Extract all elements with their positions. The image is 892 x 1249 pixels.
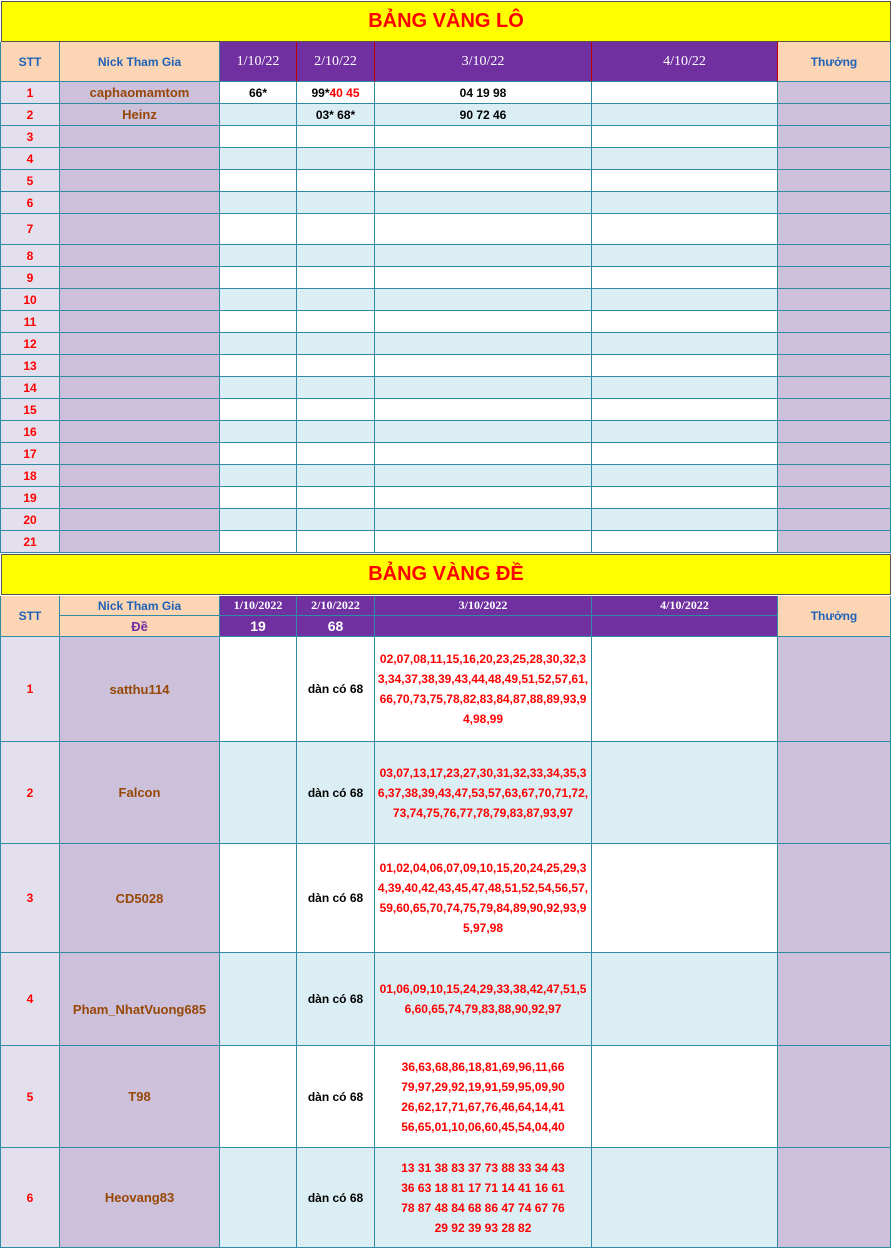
lo-header-date-4: 4/10/22 — [592, 42, 778, 82]
de-stt-cell: 6 — [0, 1148, 60, 1248]
lo-date1-cell — [220, 399, 297, 421]
lo-date1-cell — [220, 377, 297, 399]
lo-reward-cell — [778, 82, 891, 104]
lo-date2-cell — [297, 355, 375, 377]
de-header-date-2: 2/10/2022 — [297, 596, 375, 616]
lo-date4-cell — [592, 170, 778, 192]
de-reward-cell — [778, 1046, 891, 1148]
lo-reward-cell — [778, 148, 891, 170]
lo-date1-cell — [220, 531, 297, 553]
de-number-list: 01,06,09,10,15,24,29,33,38,42,47,51,56,60,65,74,79,83,88,90,92,97 — [379, 982, 587, 1016]
de-date3-cell — [375, 1148, 592, 1248]
lo-date4-cell — [592, 82, 778, 104]
lo-date3-cell — [375, 333, 592, 355]
lo-nick-cell — [60, 509, 220, 531]
de-result-4 — [592, 616, 778, 637]
de-table-row — [0, 742, 892, 844]
de-table-row — [0, 844, 892, 953]
lo-nick-cell — [60, 245, 220, 267]
de-nick-cell: satthu114 — [60, 637, 220, 742]
lo-date2-cell — [297, 245, 375, 267]
de-date3-cell — [375, 844, 592, 953]
lo-date3-cell: 90 72 46 — [375, 104, 592, 126]
de-reward-cell — [778, 1148, 891, 1248]
lo-date3-cell — [375, 421, 592, 443]
de-date4-cell — [592, 844, 778, 953]
de-date1-cell — [220, 1148, 297, 1248]
lo-nick-cell — [60, 465, 220, 487]
lo-nick-cell — [60, 126, 220, 148]
lo-date1-cell — [220, 333, 297, 355]
de-stt-cell: 2 — [0, 742, 60, 844]
de-title: BẢNG VÀNG ĐỀ — [1, 554, 891, 595]
lo-date2-black: 03* 68* — [315, 107, 356, 122]
lo-date3-cell — [375, 355, 592, 377]
lo-date2-cell — [297, 148, 375, 170]
lo-date2-black: 99* — [311, 85, 330, 100]
lo-reward-cell — [778, 421, 891, 443]
lo-stt-cell: 13 — [0, 355, 60, 377]
de-stt-cell: 3 — [0, 844, 60, 953]
lo-date1-cell — [220, 148, 297, 170]
lo-date2-cell — [297, 82, 375, 104]
lo-date3-cell — [375, 245, 592, 267]
lo-date1-cell — [220, 509, 297, 531]
de-result-3 — [375, 616, 592, 637]
de-table-row — [0, 637, 892, 742]
de-stt-cell: 4 — [0, 953, 60, 1046]
lo-table-row — [0, 465, 892, 487]
lo-stt-cell: 14 — [0, 377, 60, 399]
lo-date3-cell — [375, 267, 592, 289]
de-result-2: 68 — [297, 616, 375, 637]
lo-date2-cell — [297, 443, 375, 465]
lo-date2-cell — [297, 333, 375, 355]
lo-date1-cell — [220, 355, 297, 377]
lo-date3-cell — [375, 311, 592, 333]
lo-table-row — [0, 148, 892, 170]
lo-date3-cell: 04 19 98 — [375, 82, 592, 104]
de-date2-cell: dàn có 68 — [297, 1046, 375, 1148]
de-date1-cell — [220, 844, 297, 953]
lo-date1-cell — [220, 245, 297, 267]
lo-table-row — [0, 531, 892, 553]
lo-stt-cell: 21 — [0, 531, 60, 553]
lo-date3-cell — [375, 192, 592, 214]
lo-table-row — [0, 509, 892, 531]
lo-date1-cell — [220, 214, 297, 245]
lo-date4-cell — [592, 377, 778, 399]
lo-nick-cell — [60, 148, 220, 170]
lo-date3-cell — [375, 443, 592, 465]
lo-stt-cell: 10 — [0, 289, 60, 311]
de-header-de-label: Đề — [60, 616, 220, 637]
lo-table-row — [0, 355, 892, 377]
lo-stt-cell: 19 — [0, 487, 60, 509]
de-reward-cell — [778, 637, 891, 742]
lo-header-date-3: 3/10/22 — [375, 42, 592, 82]
lo-reward-cell — [778, 104, 891, 126]
lo-reward-cell — [778, 531, 891, 553]
de-result-1: 19 — [220, 616, 297, 637]
lo-date2-cell — [297, 214, 375, 245]
lo-table-row — [0, 170, 892, 192]
lo-stt-cell: 17 — [0, 443, 60, 465]
lo-date1-cell — [220, 487, 297, 509]
lo-reward-cell — [778, 509, 891, 531]
de-nick-cell: T98 — [60, 1046, 220, 1148]
de-stt-cell: 5 — [0, 1046, 60, 1148]
lo-date1-cell — [220, 311, 297, 333]
lo-date2-cell — [297, 104, 375, 126]
de-nick-cell: Heovang83 — [60, 1148, 220, 1248]
de-date3-cell — [375, 637, 592, 742]
lo-table-row — [0, 377, 892, 399]
lo-date4-cell — [592, 289, 778, 311]
lo-reward-cell — [778, 214, 891, 245]
lo-date3-cell — [375, 465, 592, 487]
lo-date4-cell — [592, 126, 778, 148]
lo-date2-cell — [297, 487, 375, 509]
de-number-list: 13 31 38 83 37 73 88 33 34 43 36 63 18 81 17 71 14 41 16 61 78 87 48 84 68 86 47 74 67 76 29 92 39 93 28 82 — [401, 1160, 565, 1235]
lo-date4-cell — [592, 192, 778, 214]
lo-date1-cell — [220, 104, 297, 126]
lo-reward-cell — [778, 377, 891, 399]
lo-stt-cell: 15 — [0, 399, 60, 421]
de-reward-cell — [778, 742, 891, 844]
de-date4-cell — [592, 742, 778, 844]
de-date1-cell — [220, 637, 297, 742]
lo-nick-cell — [60, 355, 220, 377]
lo-date3-cell — [375, 531, 592, 553]
lo-header-date-2: 2/10/22 — [297, 42, 375, 82]
lo-date3-cell — [375, 170, 592, 192]
lo-header-row — [0, 42, 892, 82]
de-date2-cell: dàn có 68 — [297, 844, 375, 953]
de-header — [0, 596, 892, 637]
de-date1-cell — [220, 742, 297, 844]
lo-date2-cell — [297, 531, 375, 553]
lo-date1-cell — [220, 465, 297, 487]
lo-nick-cell — [60, 421, 220, 443]
lo-stt-cell: 12 — [0, 333, 60, 355]
de-stt-cell: 1 — [0, 637, 60, 742]
de-number-list: 02,07,08,11,15,16,20,23,25,28,30,32,33,34,37,38,39,43,44,48,49,51,52,57,61,66,70,73,75,78,82,83,84,87,88,89,93,94,98,99 — [377, 652, 589, 726]
lo-date4-cell — [592, 421, 778, 443]
lo-table-row — [0, 82, 892, 104]
lo-nick-cell — [60, 289, 220, 311]
lo-date4-cell — [592, 333, 778, 355]
lo-reward-cell — [778, 289, 891, 311]
lo-nick-cell — [60, 192, 220, 214]
lo-nick-cell: caphaomamtom — [60, 82, 220, 104]
lo-date2-cell — [297, 399, 375, 421]
lo-date4-cell — [592, 355, 778, 377]
lo-date2-red: 40 45 — [329, 85, 360, 100]
lo-date2-cell — [297, 377, 375, 399]
lo-header-reward: Thưởng — [778, 42, 891, 82]
lo-stt-cell: 4 — [0, 148, 60, 170]
lo-table-row — [0, 289, 892, 311]
lo-date2-cell — [297, 289, 375, 311]
de-number-list: 03,07,13,17,23,27,30,31,32,33,34,35,36,37,38,39,43,47,53,57,63,67,70,71,72,73,74,75,76,77,78,79,83,87,93,97 — [377, 765, 589, 820]
lo-date2-cell — [297, 421, 375, 443]
lo-date4-cell — [592, 267, 778, 289]
de-header-date-3: 3/10/2022 — [375, 596, 592, 616]
lo-date2-cell — [297, 465, 375, 487]
lo-reward-cell — [778, 170, 891, 192]
de-date4-cell — [592, 1046, 778, 1148]
lo-reward-cell — [778, 443, 891, 465]
lo-reward-cell — [778, 333, 891, 355]
de-date2-cell: dàn có 68 — [297, 742, 375, 844]
lo-header-stt: STT — [0, 42, 60, 82]
lo-date2-cell — [297, 267, 375, 289]
lo-stt-cell: 5 — [0, 170, 60, 192]
lo-table-row — [0, 399, 892, 421]
lo-date3-cell — [375, 214, 592, 245]
lo-stt-cell: 6 — [0, 192, 60, 214]
lo-reward-cell — [778, 487, 891, 509]
lo-date3-cell — [375, 377, 592, 399]
lo-date4-cell — [592, 487, 778, 509]
de-date1-cell — [220, 1046, 297, 1148]
de-date3-cell — [375, 1046, 592, 1148]
lo-stt-cell: 9 — [0, 267, 60, 289]
lo-title: BẢNG VÀNG LÔ — [1, 1, 891, 42]
lo-stt-cell: 11 — [0, 311, 60, 333]
de-number-list: 36,63,68,86,18,81,69,96,11,66 79,97,29,92,19,91,59,95,09,90 26,62,17,71,67,76,46,64,14,41 56,65,01,10,06,60,45,54,04,40 — [401, 1059, 565, 1134]
lo-date1-cell — [220, 443, 297, 465]
lo-table-row — [0, 214, 892, 245]
lo-date1-cell — [220, 421, 297, 443]
de-header-reward: Thưởng — [778, 596, 891, 637]
lo-date4-cell — [592, 399, 778, 421]
lo-nick-cell — [60, 214, 220, 245]
de-header-date-4: 4/10/2022 — [592, 596, 778, 616]
lo-nick-cell — [60, 267, 220, 289]
de-date2-cell: dàn có 68 — [297, 637, 375, 742]
lo-date2-cell — [297, 126, 375, 148]
lo-date4-cell — [592, 148, 778, 170]
lo-date2-cell — [297, 311, 375, 333]
lo-stt-cell: 3 — [0, 126, 60, 148]
lo-date1-cell — [220, 126, 297, 148]
lo-date3-cell — [375, 289, 592, 311]
lo-stt-cell: 8 — [0, 245, 60, 267]
lo-reward-cell — [778, 192, 891, 214]
de-nick-cell: Pham_NhatVuong685 — [60, 953, 220, 1046]
lo-table-row — [0, 192, 892, 214]
lo-nick-cell — [60, 443, 220, 465]
lo-date4-cell — [592, 245, 778, 267]
lo-table-row — [0, 421, 892, 443]
lo-table-row — [0, 311, 892, 333]
lo-date2-cell — [297, 170, 375, 192]
lo-nick-cell — [60, 487, 220, 509]
lo-date4-cell — [592, 465, 778, 487]
lo-reward-cell — [778, 465, 891, 487]
lo-table-row — [0, 333, 892, 355]
lo-date2-cell — [297, 192, 375, 214]
de-table-row — [0, 1046, 892, 1148]
de-header-stt: STT — [0, 596, 60, 637]
lo-reward-cell — [778, 267, 891, 289]
de-date3-cell — [375, 742, 592, 844]
lo-nick-cell — [60, 377, 220, 399]
lo-date3-cell — [375, 126, 592, 148]
lo-date1-cell — [220, 192, 297, 214]
lo-table-row — [0, 245, 892, 267]
lo-date4-cell — [592, 509, 778, 531]
de-table-row — [0, 953, 892, 1046]
lo-stt-cell: 2 — [0, 104, 60, 126]
lo-nick-cell — [60, 531, 220, 553]
lo-reward-cell — [778, 126, 891, 148]
lo-reward-cell — [778, 245, 891, 267]
lo-date1-cell — [220, 170, 297, 192]
de-number-list: 01,02,04,06,07,09,10,15,20,24,25,29,34,39,40,42,43,45,47,48,51,52,54,56,57,59,60,65,70,74,75,79,84,89,90,92,93,95,97,98 — [377, 861, 589, 935]
lo-date1-cell: 66* — [220, 82, 297, 104]
de-date1-cell — [220, 953, 297, 1046]
lo-nick-cell — [60, 311, 220, 333]
lo-table-row — [0, 487, 892, 509]
lo-date3-cell — [375, 487, 592, 509]
lo-date4-cell — [592, 531, 778, 553]
lo-stt-cell: 20 — [0, 509, 60, 531]
de-nick-cell: CD5028 — [60, 844, 220, 953]
lo-reward-cell — [778, 355, 891, 377]
lo-table-row — [0, 267, 892, 289]
lo-header-nick: Nick Tham Gia — [60, 42, 220, 82]
lo-nick-cell — [60, 170, 220, 192]
de-date4-cell — [592, 637, 778, 742]
lo-reward-cell — [778, 399, 891, 421]
lo-table-row — [0, 104, 892, 126]
lo-date4-cell — [592, 311, 778, 333]
lo-date3-cell — [375, 509, 592, 531]
de-header-nick: Nick Tham Gia — [60, 596, 220, 616]
lo-date3-cell — [375, 148, 592, 170]
lo-stt-cell: 18 — [0, 465, 60, 487]
lo-date2-cell — [297, 509, 375, 531]
lo-nick-cell — [60, 333, 220, 355]
lo-stt-cell: 7 — [0, 214, 60, 245]
lo-header-date-1: 1/10/22 — [220, 42, 297, 82]
lo-reward-cell — [778, 311, 891, 333]
de-date2-cell: dàn có 68 — [297, 953, 375, 1046]
lo-date1-cell — [220, 267, 297, 289]
lo-date4-cell — [592, 443, 778, 465]
lo-date3-cell — [375, 399, 592, 421]
de-nick-cell: Falcon — [60, 742, 220, 844]
de-date2-cell: dàn có 68 — [297, 1148, 375, 1248]
lo-stt-cell: 16 — [0, 421, 60, 443]
de-date4-cell — [592, 953, 778, 1046]
de-reward-cell — [778, 953, 891, 1046]
lo-nick-cell — [60, 399, 220, 421]
lo-date4-cell — [592, 214, 778, 245]
de-date3-cell — [375, 953, 592, 1046]
lo-date1-cell — [220, 289, 297, 311]
lo-date4-cell — [592, 104, 778, 126]
de-table-row — [0, 1148, 892, 1248]
lo-table-row — [0, 126, 892, 148]
de-date4-cell — [592, 1148, 778, 1248]
de-reward-cell — [778, 844, 891, 953]
lo-nick-cell: Heinz — [60, 104, 220, 126]
lo-table-row — [0, 443, 892, 465]
lo-stt-cell: 1 — [0, 82, 60, 104]
de-header-date-1: 1/10/2022 — [220, 596, 297, 616]
